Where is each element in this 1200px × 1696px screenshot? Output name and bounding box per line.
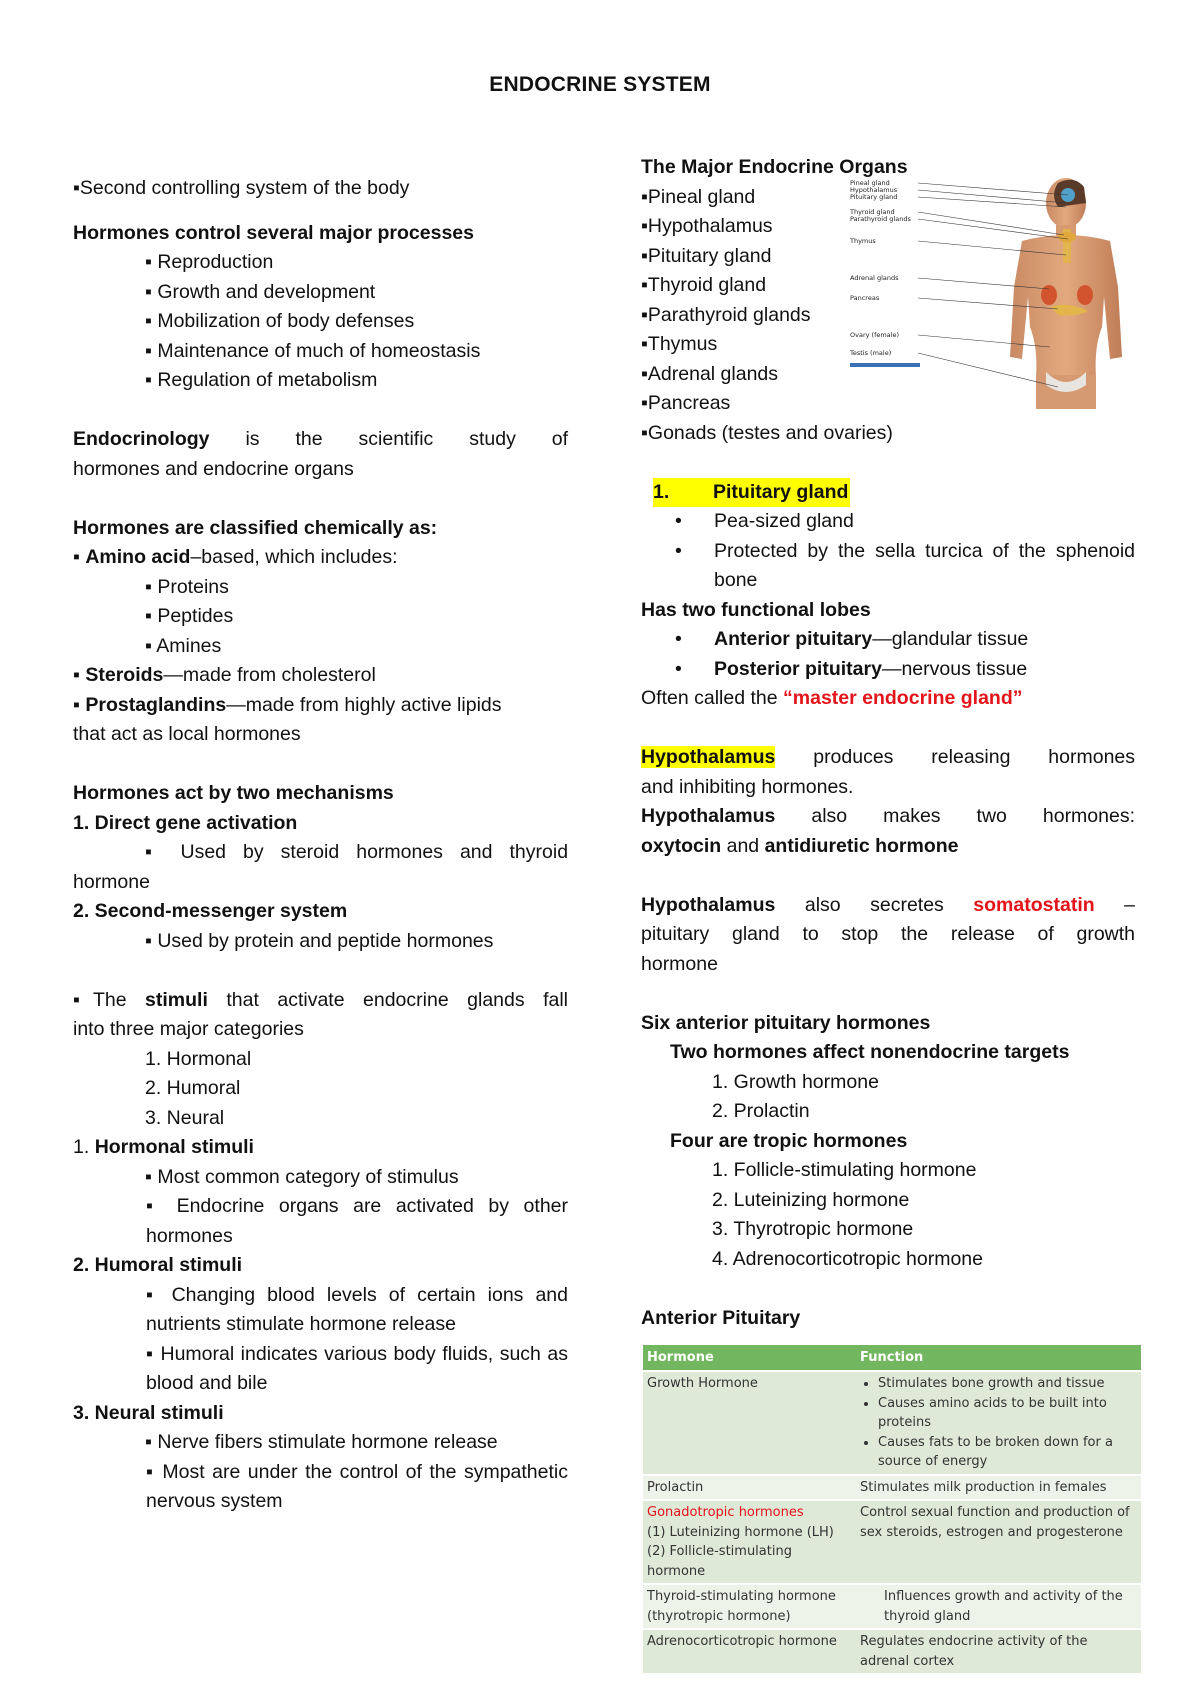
figure-label: Pituitary gland xyxy=(850,193,898,201)
human-body-illustration xyxy=(850,177,1138,409)
organs-heading: The Major Endocrine Organs xyxy=(641,156,908,178)
list-item: 4. Adrenocorticotropic hormone xyxy=(712,1247,983,1270)
list-item: ▪ Amines xyxy=(145,634,222,657)
figure-label: Thyroid gland xyxy=(850,208,895,216)
hypothalamus-line-3: Hypothalamus also secretes somatostatin – xyxy=(641,893,1135,916)
hypothalamus-line-3c: hormone xyxy=(641,952,718,975)
neural-stimuli-heading: 3. Neural stimuli xyxy=(73,1401,224,1424)
list-item: 1. Follicle-stimulating hormone xyxy=(712,1159,977,1181)
prostaglandins-line: ▪ Prostaglandins—made from highly active lipids xyxy=(73,693,502,716)
list-item: 2. Humoral xyxy=(145,1077,241,1099)
hypothalamus-line-2: Hypothalamus also makes two hormones: xyxy=(641,805,1136,827)
six-hormones-heading: Six anterior pituitary hormones xyxy=(641,1011,931,1034)
list-item: • Pea-sized gland xyxy=(675,510,854,532)
list-item: 1. Growth hormone xyxy=(712,1070,879,1093)
classified-heading: Hormones are classified chemically as: xyxy=(73,516,438,539)
figure-label: Thymus xyxy=(850,237,876,245)
list-item: 2. Prolactin xyxy=(712,1100,810,1122)
steroids-line: ▪ Steroids—made from cholesterol xyxy=(73,664,376,686)
humoral-stimuli-heading: 2. Humoral stimuli xyxy=(73,1254,243,1276)
endocrinology-line2: hormones and endocrine organs xyxy=(73,457,354,480)
master-gland-line: Often called the “master endocrine gland” xyxy=(641,687,1023,709)
list-item: ▪Pituitary gland xyxy=(641,244,772,267)
anterior-pituitary-table xyxy=(643,1345,1141,1673)
hypothalamus-line-3b: pituitary gland to stop the release of growth xyxy=(641,923,1136,945)
table-row: Growth Hormone • Stimulates bone growth and tissue • Causes amino acids to be built into proteins • Causes fats to be broken down for a source of energy xyxy=(643,1371,1141,1475)
list-item: ▪ Regulation of metabolism xyxy=(145,369,378,391)
mechanisms-heading: Hormones act by two mechanisms xyxy=(73,782,394,804)
list-item: ▪ Nerve fibers stimulate hormone release xyxy=(145,1431,498,1453)
left-column xyxy=(73,174,568,1517)
tropic-heading: Four are tropic hormones xyxy=(670,1129,908,1152)
list-item: ▪Thymus xyxy=(641,333,718,355)
list-item: ▪Pancreas xyxy=(641,392,731,414)
amino-acid-line: ▪ Amino acid–based, which includes: xyxy=(73,546,398,568)
stimuli-line2: into three major categories xyxy=(73,1018,304,1040)
figure-label: Parathyroid glands xyxy=(850,215,911,223)
table-row: Thyroid-stimulating hormone (thyrotropic hormone) Influences growth and activity of the thyroid gland xyxy=(643,1584,1141,1629)
table-header: Hormone xyxy=(643,1345,856,1371)
list-item: • Posterior pituitary—nervous tissue xyxy=(675,657,1028,680)
list-item: ▪ Humoral indicates various body fluids, such as blood and bile xyxy=(146,1342,568,1394)
hypothalamus-line-1b: and inhibiting hormones. xyxy=(641,775,854,798)
list-item: ▪ Growth and development xyxy=(145,280,376,303)
list-item: ▪Adrenal glands xyxy=(641,362,779,385)
intro-line: ▪Second controlling system of the body xyxy=(73,177,410,199)
pituitary-heading: 1. Pituitary gland xyxy=(641,478,1135,508)
hypothalamus-line-1: Hypothalamus produces releasing hormones xyxy=(641,746,1136,768)
list-item: ▪Gonads (testes and ovaries) xyxy=(641,421,893,444)
page-title: ENDOCRINE SYSTEM xyxy=(489,73,711,96)
list-item: ▪ Maintenance of much of homeostasis xyxy=(145,339,481,362)
figure-label: Adrenal glands xyxy=(850,274,899,282)
figure-label: Testis (male) xyxy=(850,349,892,357)
endocrinology-term: Endocrinology xyxy=(73,428,210,450)
list-item: ▪ Endocrine organs are activated by other hormones xyxy=(146,1195,568,1247)
mechanism-1-desc-line2: hormone xyxy=(73,870,150,893)
mechanism-2: 2. Second-messenger system xyxy=(73,900,348,922)
prostaglandins-line2: that act as local hormones xyxy=(73,723,301,745)
endocrinology-line: Endocrinology is the scientific study of xyxy=(73,428,569,450)
mechanism-2-desc: ▪ Used by protein and peptide hormones xyxy=(145,929,494,952)
list-item: 3. Thyrotropic hormone xyxy=(712,1218,914,1240)
list-item: • Protected by the sella turcica of the sphenoid bone xyxy=(675,539,1135,591)
processes-heading: Hormones control several major processes xyxy=(73,221,474,244)
list-item: ▪ Peptides xyxy=(145,605,234,627)
list-item: ▪ Reproduction xyxy=(145,251,274,273)
list-item: 3. Neural xyxy=(145,1106,225,1129)
list-item: 2. Luteinizing hormone xyxy=(712,1188,910,1211)
mechanism-1-desc: ▪ Used by steroid hormones and thyroid xyxy=(145,841,569,863)
table-row: Gonadotropic hormones (1) Luteinizing hormone (LH) (2) Follicle-stimulating hormone Control sexual function and production of sex steroids, estrogen and progesterone xyxy=(643,1500,1141,1584)
list-item: ▪ Proteins xyxy=(145,575,229,598)
list-item: ▪ Most common category of stimulus xyxy=(145,1165,459,1188)
figure-label: Ovary (female) xyxy=(850,331,900,339)
figure-label: Pancreas xyxy=(850,294,880,302)
hormonal-stimuli-heading: 1. Hormonal stimuli xyxy=(73,1136,254,1158)
mechanism-1: 1. Direct gene activation xyxy=(73,811,298,834)
list-item: • Anterior pituitary—glandular tissue xyxy=(675,628,1029,650)
table-header: Function xyxy=(856,1345,1141,1371)
table-row: Prolactin Stimulates milk production in females xyxy=(643,1475,1141,1501)
list-item: 1. Hormonal xyxy=(145,1047,252,1070)
figure-label: Hypothalamus xyxy=(850,186,898,194)
list-item: ▪Pineal gland xyxy=(641,185,756,208)
nonendocrine-heading: Two hormones affect nonendocrine targets xyxy=(670,1041,1070,1063)
list-item: ▪Hypothalamus xyxy=(641,215,773,237)
list-item: ▪ Most are under the control of the sympathetic nervous system xyxy=(146,1460,568,1512)
list-item: ▪ Changing blood levels of certain ions and nutrients stimulate hormone release xyxy=(146,1283,568,1335)
anterior-pituitary-heading: Anterior Pituitary xyxy=(641,1306,801,1329)
hypothalamus-line-2b: oxytocin and antidiuretic hormone xyxy=(641,834,959,857)
list-item: ▪ Mobilization of body defenses xyxy=(145,310,415,332)
lobes-heading: Has two functional lobes xyxy=(641,598,871,621)
list-item: ▪Parathyroid glands xyxy=(641,303,811,326)
table-row: Adrenocorticotropic hormone Regulates endocrine activity of the adrenal cortex xyxy=(643,1629,1141,1673)
list-item: ▪Thyroid gland xyxy=(641,274,767,296)
stimuli-line: ▪The stimuli that activate endocrine glands fall xyxy=(73,988,569,1011)
figure-label: Pineal gland xyxy=(850,179,890,187)
endocrine-organs-figure xyxy=(850,177,1138,409)
